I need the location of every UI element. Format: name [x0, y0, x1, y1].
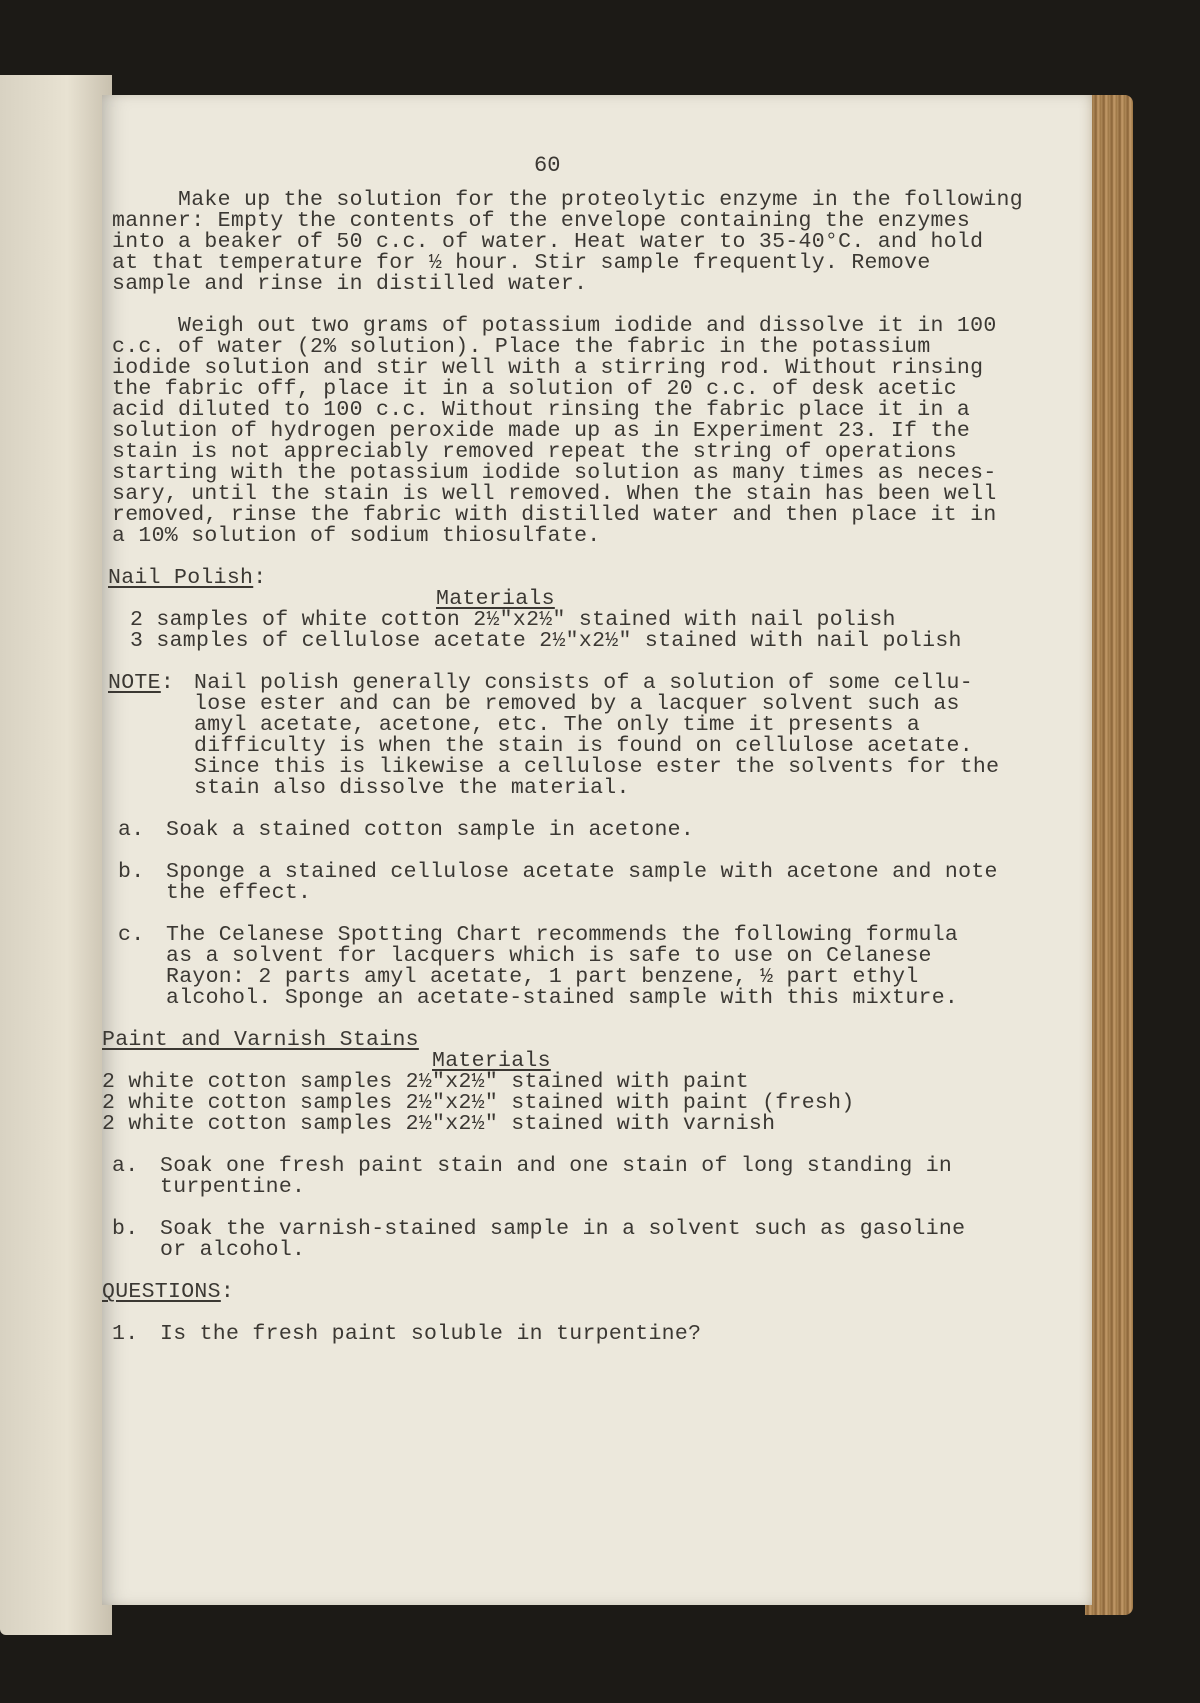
step-label: a. [118, 818, 145, 842]
text-line: a 10% solution of sodium thiosulfate. [112, 524, 601, 548]
materials-item: 3 samples of cellulose acetate 2½"x2½" stained with nail polish [130, 629, 962, 653]
note-line: Since this is likewise a cellulose ester the solvents for the [194, 755, 1000, 779]
step-label: c. [118, 923, 145, 947]
step-text: Sponge a stained cellulose acetate sample with acetone and note [166, 860, 998, 884]
text-line: c.c. of water (2% solution). Place the fabric in the potassium [112, 335, 931, 359]
left-page-spine [0, 75, 112, 1635]
text-line: removed, rinse the fabric with distilled water and then place it in [112, 503, 997, 527]
page-content [102, 95, 1092, 1605]
note-label: NOTE: [108, 671, 175, 695]
text-line: iodide solution and stir well with a stirring rod. Without rinsing [112, 356, 984, 380]
note-line: stain also dissolve the material. [194, 776, 630, 800]
step-text: alcohol. Sponge an acetate-stained sample with this mixture. [166, 986, 959, 1010]
text-line: Make up the solution for the proteolytic enzyme in the following [112, 188, 1023, 212]
page-edges [1085, 95, 1133, 1615]
step-text: the effect. [166, 881, 312, 905]
text-line: stain is not appreciably removed repeat the string of operations [112, 440, 957, 464]
note-line: amyl acetate, acetone, etc. The only time it presents a [194, 713, 921, 737]
question-label: 1. [112, 1322, 139, 1346]
step-label: a. [112, 1154, 139, 1178]
step-text: Soak the varnish-stained sample in a solvent such as gasoline [160, 1217, 966, 1241]
question-text: Is the fresh paint soluble in turpentine? [160, 1322, 702, 1346]
note-line: Nail polish generally consists of a solution of some cellu- [194, 671, 973, 695]
page-number: 60 [534, 153, 561, 178]
step-label: b. [112, 1217, 139, 1241]
materials-heading: Materials [436, 587, 555, 611]
text-line: starting with the potassium iodide solution as many times as neces- [112, 461, 997, 485]
section-heading: Nail Polish: [108, 566, 267, 590]
step-text: or alcohol. [160, 1238, 306, 1262]
step-text: as a solvent for lacquers which is safe to use on Celanese [166, 944, 932, 968]
materials-item: 2 white cotton samples 2½"x2½" stained with varnish [102, 1112, 776, 1136]
text-line: sary, until the stain is well removed. When the stain has been well [112, 482, 997, 506]
text-line: manner: Empty the contents of the envelope containing the enzymes [112, 209, 971, 233]
step-text: turpentine. [160, 1175, 306, 1199]
materials-item: 2 samples of white cotton 2½"x2½" stained with nail polish [130, 608, 896, 632]
note-line: difficulty is when the stain is found on cellulose acetate. [194, 734, 973, 758]
text-line: into a beaker of 50 c.c. of water. Heat water to 35-40°C. and hold [112, 230, 984, 254]
text-line: acid diluted to 100 c.c. Without rinsing the fabric place it in a [112, 398, 971, 422]
materials-heading: Materials [432, 1049, 551, 1073]
step-label: b. [118, 860, 145, 884]
step-text: Soak a stained cotton sample in acetone. [166, 818, 695, 842]
step-text: Rayon: 2 parts amyl acetate, 1 part benzene, ½ part ethyl [166, 965, 919, 989]
text-line: at that temperature for ½ hour. Stir sample frequently. Remove [112, 251, 931, 275]
text-line: sample and rinse in distilled water. [112, 272, 588, 296]
note-line: lose ester and can be removed by a lacquer solvent such as [194, 692, 960, 716]
materials-item: 2 white cotton samples 2½"x2½" stained with paint (fresh) [102, 1091, 855, 1115]
book-page [102, 95, 1092, 1605]
materials-item: 2 white cotton samples 2½"x2½" stained with paint [102, 1070, 749, 1094]
step-text: Soak one fresh paint stain and one stain of long standing in [160, 1154, 953, 1178]
text-line: Weigh out two grams of potassium iodide and dissolve it in 100 [112, 314, 997, 338]
text-line: the fabric off, place it in a solution of 20 c.c. of desk acetic [112, 377, 957, 401]
section-heading: Paint and Varnish Stains [102, 1028, 419, 1052]
step-text: The Celanese Spotting Chart recommends the following formula [166, 923, 959, 947]
text-line: solution of hydrogen peroxide made up as in Experiment 23. If the [112, 419, 971, 443]
questions-heading: QUESTIONS: [102, 1280, 235, 1304]
